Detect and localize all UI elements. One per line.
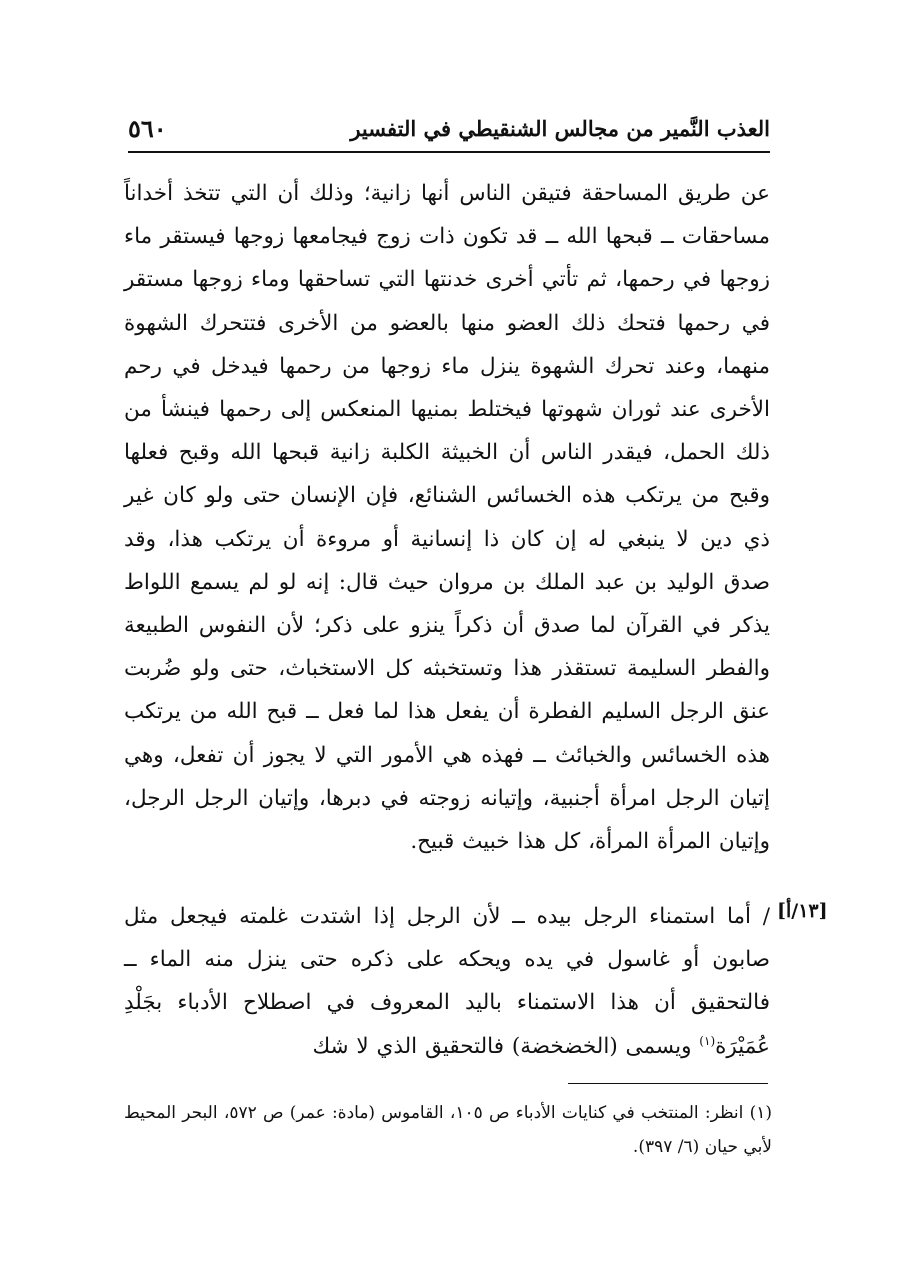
running-header: [128, 112, 770, 152]
manuscript-folio-reference: [١٣/أ]: [777, 900, 828, 922]
paragraph-2-continuation: ويسمى (الخضخضة) فالتحقيق الذي لا شك: [312, 1033, 700, 1059]
paragraph-1: عن طريق المساحقة فتيقن الناس أنها زانية؛ وذلك أن التي تتخذ أخداناً مساحقات ــ قبحها الله ــ قد تكون ذات زوج فيجامعها زوجها فيستقر ماء زوجها في رحمها، ثم تأتي أخرى خدنتها التي تساحقها وماء زوجها مستقر في رحمها فتحك ذلك العضو منها بالعضو من الأخرى فتتحرك الشهوة منهما، وعند تحرك الشهوة ينزل ماء زوجها من رحمها فيدخل في رحم الأخرى عند ثوران شهوتها فيختلط بمنيها المنعكس إلى رحمها فينشأ من ذلك الحمل، فيقدر الناس أن الخبيثة الكلبة زانية قبحها الله وقبح فعلها وقبح من يرتكب هذه الخسائس الشنائع، فإن الإنسان حتى ولو كان غير ذي دين لا ينبغي له إن كان ذا إنسانية أو مروءة أن يرتكب هذا، وقد صدق الوليد بن عبد الملك بن مروان حيث قال: إنه لو لم يسمع اللواط يذكر في القرآن لما صدق أن ذكراً ينزو على ذكر؛ لأن النفوس الطبيعة والفطر السليمة تستقذر هذا وتستخبثه كل الاستخباث، حتى ولو ضُربت عنق الرجل السليم الفطرة أن يفعل هذا لما فعل ــ قبح الله من يرتكب هذه الخسائس والخبائث ــ فهذه هي الأمور التي لا يجوز أن تفعل، وهي إتيان الرجل امرأة أجنبية، وإتيانه زوجته في دبرها، وإتيان الرجل الرجل، وإتيان المرأة المرأة، كل هذا خبيث قبيح.: [124, 181, 770, 855]
header-divider: [128, 151, 770, 153]
footnote: (١) انظر: المنتخب في كنايات الأدباء ص ١٠٥، القاموس (مادة: عمر) ص ٥٧٢، البحر المحيط لأبي حيان (٦/ ٣٩٧).: [124, 1103, 772, 1157]
page-number: ٥٦٠: [128, 114, 167, 143]
footnote-divider: [568, 1083, 768, 1084]
paragraph-2: [124, 895, 770, 1068]
paragraph-2-text: / أما استمناء الرجل بيده ــ لأن الرجل إذا اشتدت غلمته فيجعل مثل صابون أو غاسول في يده ويحكه على ذكره حتى ينزل منه الماء ــ فالتحقيق أن هذا الاستمناء باليد المعروف في اصطلاح الأدباء بجَلْدِ عُمَيْرَة: [124, 904, 770, 1059]
book-title: العذب النَّمير من مجالس الشنقيطي في التفسير: [350, 116, 770, 141]
footnote-marker[interactable]: (١): [699, 1033, 716, 1048]
